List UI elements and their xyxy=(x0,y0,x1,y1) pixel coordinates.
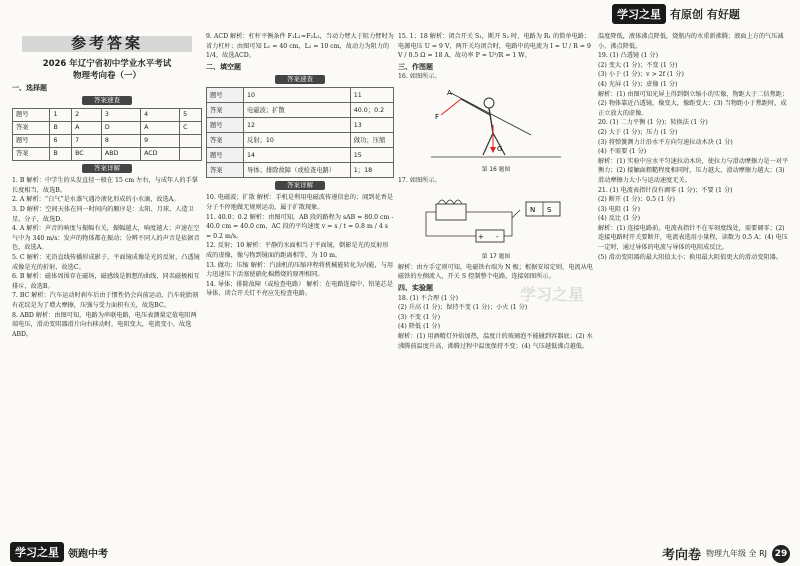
watermark-logo: 学习之星 xyxy=(520,285,585,304)
answer-paragraph: 5. C 解析：光沿直线传播形成影子，平面镜成像是光的反射，凸透镜成像是光的折射，故选C。 xyxy=(12,253,200,271)
answer-paragraph: (3) 电阻 (1 分) xyxy=(598,205,640,213)
section-heading: 一、选择题 xyxy=(12,83,47,92)
answer-paragraph: 13. 做功；压缩 解析：汽油机的压缩冲程将机械能转化为内能，与用力迅速压下活塞使硝化棉燃烧的原理相同。 xyxy=(206,261,394,279)
table-cell: 题号 xyxy=(13,109,50,122)
footer-brand xyxy=(10,542,108,562)
footer-series: 领跑中考 xyxy=(68,548,108,560)
table-cell: 答案 xyxy=(207,163,244,178)
answer-paragraph: 解析：(1) 连接电路前，电流表指针不在零刻度线处，需要调零；(2) 连接电路时开关要断开，电流表选用小量程，读数为 0.5 A；(4) 电压一定时，通过导体的电流与导体的电阻成反比。 xyxy=(598,224,788,252)
answer-paragraph: (2) 大于 (1 分)；压力 (1 分) xyxy=(598,128,678,136)
table-cell: 8 xyxy=(101,135,140,148)
footer-subtitle: 物理九年级 全 RJ xyxy=(705,549,767,558)
footer-logo: 学习之星 xyxy=(10,542,64,562)
footer-title: 考向卷 xyxy=(661,548,701,563)
answer-paragraph: (4) 降低 (1 分) xyxy=(398,323,440,331)
table-cell: 5 xyxy=(180,109,202,122)
figure-caption: 第 16 题图 xyxy=(481,166,511,173)
javelin xyxy=(451,93,531,135)
table-cell: 反射；10 xyxy=(244,133,351,148)
answer-paragraph: (4) 不需要 (1 分) xyxy=(598,148,647,156)
table-cell: 40.0；0.2 xyxy=(350,103,393,118)
answer-paragraph: 解析：(1) 由图可知光屏上得到倒立缩小的实像，物距大于二倍焦距；(2) 物体靠近凸透镜，像变大，像距变大；(3) 当物距小于焦距时，成正立放大的虚像。 xyxy=(598,90,789,117)
table-cell: 做功；压缩 xyxy=(350,133,393,148)
answer-paragraph: 7. BC 解析：汽车运动时刹车后由于惯性仍会向前运动，汽车轮胎刻有花纹是为了增大摩擦，压强与受力面积有关，故选BC。 xyxy=(12,292,199,309)
table-cell xyxy=(180,135,202,148)
answer-paragraph: (2) 变大 (1 分)；不变 (1 分) xyxy=(598,61,678,69)
table-cell: 答案 xyxy=(207,133,244,148)
section-heading: 四、实验题 xyxy=(398,283,433,292)
answer-paragraph: 1. B 解析：中学生的头发直径一般在 15 cm 左右，与成年人的手掌长度相当，故选B。 xyxy=(12,177,198,194)
athlete-head xyxy=(484,98,494,108)
athlete-body xyxy=(489,108,493,133)
table-cell: 12 xyxy=(244,118,351,133)
answer-paragraph: 11. 40.0；0.2 解析：由图可知，AB 段的路程为 sAB = 80.0 cm - 40.0 cm = 40.0 cm，AC 段的平均速度 v = s / t = 0.8 m / 4 s = 0.2 m/s。 xyxy=(206,213,394,240)
table-cell: 答案 xyxy=(207,103,244,118)
section-heading: 三、作图题 xyxy=(398,62,433,71)
table-cell: 电磁波；扩散 xyxy=(244,103,351,118)
figure-17-circuit xyxy=(416,188,576,250)
answer-paragraph: 15. 1；18 解析：闭合开关 S₁，断开 S₂ 时，电路为 R₁ 的简单电路；电源电压 U = 9 V，两开关均闭合时，电路中的电流为 I = U / R = 9 V / 0.5 Ω = 18 A，故功率 P = U²/R = 1 W。 xyxy=(398,33,591,60)
answer-paragraph: (5) 滑动变阻器的最大阻值太小；换用最大阻值更大的滑动变阻器。 xyxy=(598,253,782,261)
table-row xyxy=(207,133,394,148)
answer-explain-tag: 答案详解 xyxy=(275,181,325,190)
exam-subtitle: 物理考向卷（一） xyxy=(72,70,141,81)
label-n: N xyxy=(530,206,536,215)
brand-logo: 学习之星 xyxy=(612,4,666,24)
electromagnet xyxy=(436,204,466,220)
table-cell: D xyxy=(101,122,140,135)
table-cell: 9 xyxy=(141,135,180,148)
column-1 xyxy=(12,32,202,532)
table-cell: A xyxy=(72,122,102,135)
label-s: S xyxy=(547,206,552,215)
table-cell: 题号 xyxy=(13,135,50,148)
table-cell: B xyxy=(50,148,72,161)
table-row xyxy=(207,118,394,133)
answer-paragraph: 解析：由左手定则可知，电磁铁右端为 N 极；根据安培定则，电流从电磁铁的左侧流入，开关 S 控制整个电路，连接如图所示。 xyxy=(398,263,593,281)
brand-slogan: 有原创 有好题 xyxy=(670,8,740,21)
answer-explain-tag: 答案详解 xyxy=(82,164,132,173)
answer-paragraph: (3) 不变 (1 分) xyxy=(398,313,440,321)
answer-paragraph: (2) 断开 (1 分)；0.5 (1 分) xyxy=(598,196,675,204)
answer-key-tag: 答案速查 xyxy=(275,75,325,84)
wire xyxy=(426,212,476,236)
table-row xyxy=(13,109,202,122)
answer-paragraph: (2) 升高 (1 分)；保持不变 (1 分)；小火 (1 分) xyxy=(398,304,528,312)
section-heading: 二、填空题 xyxy=(206,62,241,71)
table-cell: A xyxy=(141,122,180,135)
answer-paragraph: 解析：(1) 实验中应水平匀速拉动木块，使拉力与滑动摩擦力是一对平衡力；(2) 接触面粗糙程度相同时，压力越大，滑动摩擦力越大；(3) 滑动摩擦力大小与运动速度无关。 xyxy=(598,157,789,184)
switch-lever xyxy=(512,210,520,218)
table-row xyxy=(13,122,202,135)
table-cell: ACD xyxy=(141,148,180,161)
mc-answer-table xyxy=(12,108,202,161)
table-cell: ABD xyxy=(101,148,140,161)
table-cell: C xyxy=(180,122,202,135)
table-row xyxy=(207,103,394,118)
label-a: A xyxy=(447,88,452,97)
answer-paragraph: 19. (1) 凸透镜 (1 分) xyxy=(598,52,658,60)
answer-paragraph: 温度降低，液体沸点降低，烧瓶内的水重新沸腾；液面上方的气压减小，沸点降低。 xyxy=(598,33,784,50)
answer-paragraph: (3) 将弹簧测力计沿水平方向匀速拉动木块 (1 分) xyxy=(598,138,733,146)
fill-answer-table xyxy=(206,87,394,178)
label-plus: + xyxy=(478,233,484,242)
column-4 xyxy=(598,32,790,532)
table-cell: 15 xyxy=(350,148,393,163)
table-cell: 1 xyxy=(50,109,72,122)
table-row xyxy=(207,163,394,178)
answer-paragraph: (4) 反比 (1 分) xyxy=(598,215,640,223)
table-cell: BC xyxy=(72,148,102,161)
table-cell: 10 xyxy=(244,88,351,103)
header-brand xyxy=(612,4,740,24)
answer-paragraph: 14. 导体；排除故障（或检查电路） 解析：在电路连接中，铅笔芯是导体，闭合开关灯不亮应先检查电路。 xyxy=(206,280,394,298)
athlete-leg xyxy=(483,133,493,155)
table-row xyxy=(13,135,202,148)
table-row xyxy=(207,88,394,103)
exam-title: 2026 年辽宁省初中学业水平考试 xyxy=(42,58,172,69)
answer-paragraph: 10. 电磁波；扩散 解析：手机是利用电磁波传递信息的；闻到花香是分子不停地做无规则运动，属于扩散现象。 xyxy=(206,194,394,211)
table-cell: 1；18 xyxy=(350,163,393,178)
table-cell: 题号 xyxy=(207,88,244,103)
force-arrow xyxy=(441,99,461,115)
answer-key-tag: 答案速查 xyxy=(82,96,132,105)
table-row xyxy=(13,148,202,161)
coil xyxy=(438,200,462,204)
answer-paragraph: 20. (1) 二力平衡 (1 分)；转换法 (1 分) xyxy=(598,119,708,127)
answer-paragraph: 17. 如图所示。 xyxy=(398,176,441,184)
table-cell: B xyxy=(50,122,72,135)
table-cell: 题号 xyxy=(207,148,244,163)
answer-paragraph: 解析：(1) 用酒精灯外焰加热，温度计的玻璃泡不能碰到容器底；(2) 水沸腾前温度升高，沸腾过程中温度保持不变；(4) 气压越低沸点越低。 xyxy=(398,332,593,350)
table-cell: 答案 xyxy=(13,148,50,161)
page-number: 29 xyxy=(772,545,790,563)
table-cell: 题号 xyxy=(207,118,244,133)
wire xyxy=(466,212,512,236)
figure-16-diagram xyxy=(421,85,571,163)
answer-paragraph: (4) 光屏 (1 分)；虚像 (1 分) xyxy=(598,80,678,88)
answer-paragraph: 4. A 解析：声音的响度与振幅有关，振幅越大，响度越大；声速在空气中为 340 m/s；发声的物体都在振动；分辨不同人的声音是依据音色，故选A。 xyxy=(12,225,200,252)
answer-paragraph: 21. (1) 电流表指针没有调零 (1 分)；不要 (1 分) xyxy=(598,186,733,194)
table-cell xyxy=(180,148,202,161)
table-cell: 14 xyxy=(244,148,351,163)
table-cell: 13 xyxy=(350,118,393,133)
answer-paragraph: 9. ACD 解析：杠杆平衡条件 F₁L₁=F₂L₂，当动力臂大于阻力臂时为省力杠杆；由图可知 L₁ = 40 cm，L₂ = 10 cm，故动力为阻力的 1/4，故选ACD。 xyxy=(206,33,394,60)
label-minus: - xyxy=(496,233,499,242)
answer-paragraph: 6. B 解析：磁体周围存在磁场，磁感线是假想的曲线，同名磁极相互排斥，故选B。 xyxy=(12,273,200,290)
answer-paragraph: 2. A 解析：“白气”是水蒸气遇冷液化形成的小水滴，故选A。 xyxy=(12,196,180,204)
answer-paragraph: 3. D 解析：空间天体在同一时间内的顺序是：太阳、月球、人造卫星、分子，故选D。 xyxy=(12,205,194,223)
table-cell: 4 xyxy=(141,109,180,122)
table-cell: 答案 xyxy=(13,122,50,135)
label-f: F xyxy=(435,112,440,121)
table-cell: 导体；排除故障（或检查电路） xyxy=(244,163,351,178)
answer-paragraph: 16. 如图所示。 xyxy=(398,73,441,81)
table-cell: 6 xyxy=(50,135,72,148)
answer-paragraph: (3) 小于 (1 分)；v > 2f (1 分) xyxy=(598,71,684,79)
column-2 xyxy=(206,32,394,532)
arrow-head-icon xyxy=(490,147,496,153)
answer-paragraph: 18. (1) 不合理 (1 分) xyxy=(398,294,458,302)
answer-paragraph: 12. 反射；10 解析：平静的水面相当于平面镜，倒影是光的反射形成的虚像，像与物到镜面的距离相等，为 10 m。 xyxy=(206,242,389,259)
label-g: G xyxy=(497,144,503,153)
answers-banner: 参考答案 xyxy=(22,36,192,52)
table-cell: 3 xyxy=(101,109,140,122)
table-cell: 11 xyxy=(350,88,393,103)
table-row xyxy=(207,148,394,163)
table-cell: 2 xyxy=(72,109,102,122)
footer-title-block xyxy=(662,544,790,563)
table-cell: 7 xyxy=(72,135,102,148)
answer-paragraph: 8. ABD 解析：由图可知，电路为串联电路，电压表测量定值电阻两端电压，滑动变阻器滑片向右移动时，电阻变大，电流变小，故选ABD。 xyxy=(12,311,197,338)
figure-caption: 第 17 题图 xyxy=(481,254,511,261)
